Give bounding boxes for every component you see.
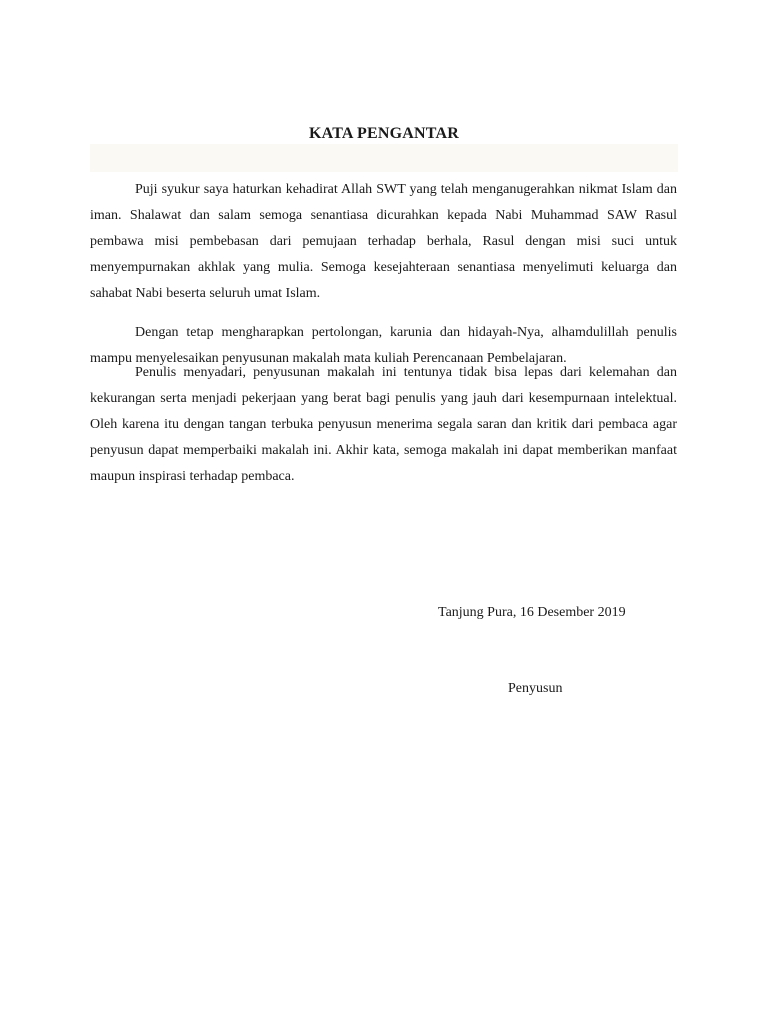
place-and-date: Tanjung Pura, 16 Desember 2019 — [438, 605, 626, 620]
title-highlight-band — [90, 144, 678, 172]
paragraph-1: Puji syukur saya haturkan kehadirat Allah SWT yang telah menganugerahkan nikmat Islam dan iman. Shalawat dan salam semoga senantiasa dicurahkan kepada Nabi Muhammad SAW Rasul pembawa misi pembebasan dari pemujaan terhadap berhala, Rasul dengan misi suci untuk menyempurnakan akhlak yang mulia. Semoga kesejahteraan senantiasa menyelimuti keluarga dan sahabat Nabi beserta seluruh umat Islam. — [90, 182, 677, 301]
document-title: KATA PENGANTAR — [309, 125, 459, 142]
signer-label: Penyusun — [508, 681, 563, 696]
paragraph-3: Penulis menyadari, penyusunan makalah ini tentunya tidak bisa lepas dari kelemahan dan kekurangan serta menjadi pekerjaan yang berat bagi penulis yang jauh dari kesempurnaan intelektual. Oleh karena itu dengan tangan terbuka penyusun menerima segala saran dan kritik dari pembaca agar penyusun dapat memperbaiki makalah ini. Akhir kata, semoga makalah ini dapat memberikan manfaat maupun inspirasi terhadap pembaca. — [90, 365, 677, 484]
paragraph-2: Dengan tetap mengharapkan pertolongan, karunia dan hidayah-Nya, alhamdulillah penulis mampu menyelesaikan penyusunan makalah mata kuliah Perencanaan Pembelajaran. — [90, 325, 677, 366]
